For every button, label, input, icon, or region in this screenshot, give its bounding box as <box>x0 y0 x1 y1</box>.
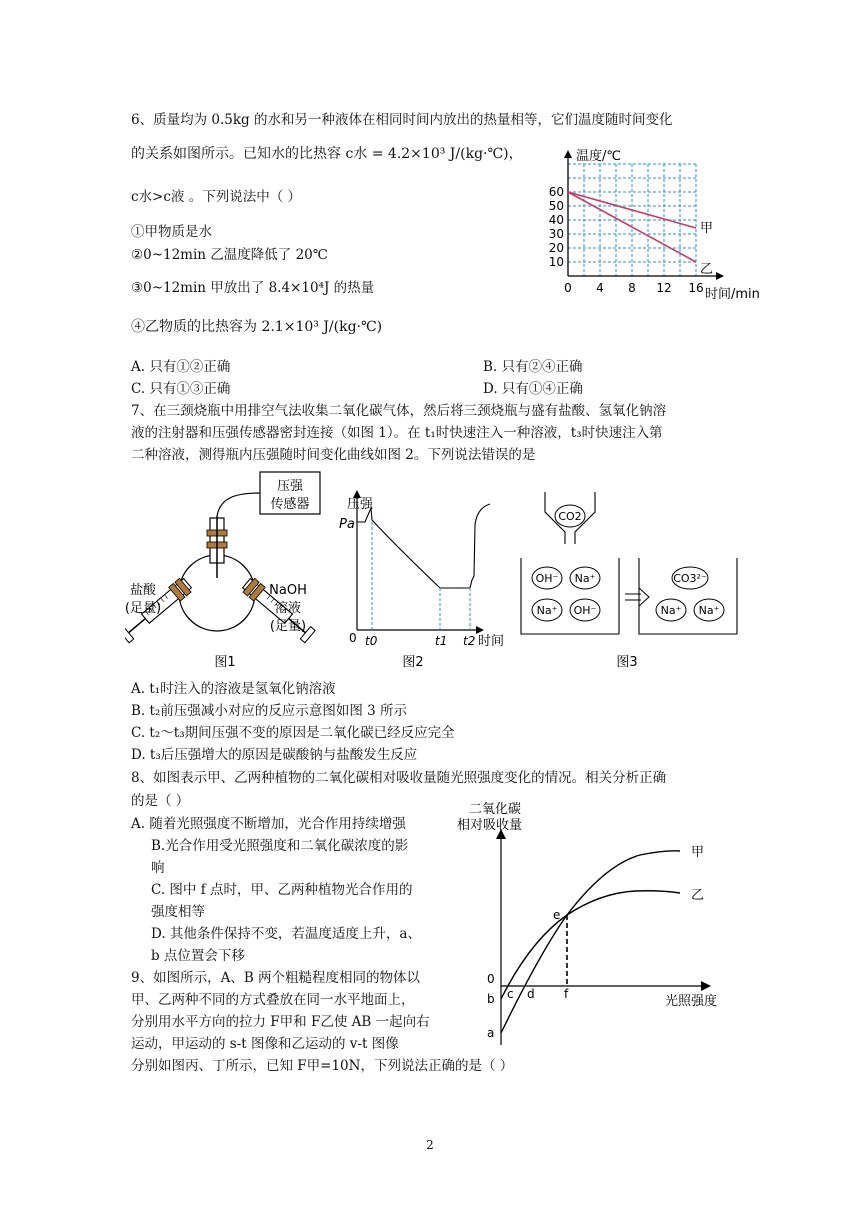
sodium-ion: Na⁺ <box>574 572 596 585</box>
q8-option-a: A. 随着光照强度不断增加，光合作用持续增强 <box>131 816 406 832</box>
q7-figure-2-pressure-graph <box>335 480 520 673</box>
q9-line1: 9、如图所示，A、B 两个粗糙程度相同的物体以 <box>131 970 421 986</box>
q8-point-c: c <box>507 987 514 1001</box>
q6-statement-4: ④乙物质的比热容为 2.1×10³ J/(kg·℃) <box>131 319 383 335</box>
q8-label-jia: 甲 <box>691 845 705 860</box>
q7-figure-1-apparatus <box>125 468 335 673</box>
q6-line-jia <box>568 192 696 228</box>
q6-ytick: 40 <box>548 213 564 227</box>
sensor-label-2: 传感器 <box>270 497 310 512</box>
q6-statement-3: ③0~12min 甲放出了 8.4×10⁴J 的热量 <box>131 280 375 296</box>
q7-figure-3-reaction <box>515 484 745 674</box>
fig2-origin: 0 <box>349 631 357 645</box>
q7-option-b: B. t₂前压强减小对应的反应示意图如图 3 所示 <box>131 703 408 719</box>
q8-option-c-line2: 强度相等 <box>151 904 205 920</box>
fig2-y-label: 压强 <box>347 497 374 512</box>
q6-xtick: 12 <box>656 281 672 295</box>
q8-option-b-line1: B.光合作用受光照强度和二氧化碳浓度的影 <box>151 838 409 854</box>
q8-co2-absorption-graph <box>455 793 755 1048</box>
q6-ytick: 20 <box>548 241 564 255</box>
fig2-pa-label: Pa <box>339 517 355 532</box>
q6-label-jia: 甲 <box>700 221 714 236</box>
q8-curve-yi <box>501 891 680 999</box>
q6-line3: c水>c液 。下列说法中（ ） <box>131 189 302 205</box>
hydroxide-ion: OH⁻ <box>573 604 597 617</box>
figure-2-caption: 图2 <box>402 655 424 670</box>
q6-statement-2: ②0~12min 乙温度降低了 20℃ <box>131 247 328 263</box>
q9-line5: 分别如图丙、丁所示，已知 F甲=10N，下列说法正确的是（ ） <box>131 1058 514 1074</box>
q6-ytick: 60 <box>548 185 564 199</box>
q6-y-axis-label: 温度/℃ <box>576 149 621 164</box>
q8-point-b: b <box>487 992 495 1006</box>
q7-line1: 7、在三颈烧瓶中用排空气法收集二氧化碳气体，然后将三颈烧瓶与盛有盐酸、氢氧化钠溶 <box>131 403 667 419</box>
q8-x-label: 光照强度 <box>665 994 718 1009</box>
fig2-t1: t1 <box>435 634 448 648</box>
naoh-label: NaOH <box>269 583 307 598</box>
q8-origin: 0 <box>487 972 495 986</box>
q6-xtick: 16 <box>688 281 704 295</box>
fig2-x-label: 时间 <box>478 634 505 649</box>
q9-line2: 甲、乙两种不同的方式叠放在同一水平地面上， <box>131 992 415 1008</box>
pressure-curve <box>357 504 490 588</box>
q8-point-e: e <box>553 908 561 922</box>
page-number: 2 <box>426 1138 434 1152</box>
q8-line2: 的是（ ） <box>131 793 190 809</box>
q6-line2: 的关系如图所示。已知水的比热容 c水 = 4.2×10³ J/(kg·℃)， <box>131 146 523 162</box>
q6-ytick: 50 <box>548 199 564 213</box>
sodium-ion: Na⁺ <box>536 604 558 617</box>
q6-ytick: 10 <box>548 255 564 269</box>
q6-ytick: 30 <box>548 227 564 241</box>
q8-line1: 8、如图表示甲、乙两种植物的二氧化碳相对吸收量随光照强度变化的情况。相关分析正确 <box>131 770 667 786</box>
q6-option-a: A. 只有①②正确 <box>131 359 231 375</box>
q9-line4: 运动，甲运动的 s-t 图像和乙运动的 v-t 图像 <box>131 1036 399 1052</box>
q8-point-a: a <box>487 1026 495 1040</box>
sensor-label-1: 压强 <box>276 479 304 494</box>
sodium-ion: Na⁺ <box>698 604 720 617</box>
sodium-ion: Na⁺ <box>660 604 682 617</box>
q7-option-a: A. t₁时注入的溶液是氢氧化钠溶液 <box>131 681 336 697</box>
q6-option-b: B. 只有②④正确 <box>483 359 583 375</box>
co2-molecule: CO2 <box>558 510 582 523</box>
naoh-solution-label: 溶液 <box>274 601 302 616</box>
q6-xtick: 8 <box>628 281 636 295</box>
q8-curve-jia <box>501 851 680 1033</box>
hydroxide-ion: OH⁻ <box>535 572 559 585</box>
q8-option-d-line1: D. 其他条件保持不变，若温度适度上升，a、 <box>151 926 421 942</box>
q7-line2: 液的注射器和压强传感器密封连接（如图 1）。在 t₁时快速注入一种溶液，t₃时快速注入第 <box>131 425 663 441</box>
q6-option-d: D. 只有①④正确 <box>483 381 583 397</box>
q8-option-b-line2: 响 <box>151 860 165 876</box>
q8-y-label-2: 相对吸收量 <box>457 818 523 833</box>
q6-temperature-graph <box>540 140 800 310</box>
hcl-amount-label: (足量) <box>125 601 162 616</box>
q7-option-c: C. t₂～t₃期间压强不变的原因是二氧化碳已经反应完全 <box>131 725 455 741</box>
q8-label-yi: 乙 <box>691 888 705 903</box>
q8-point-d: d <box>527 987 535 1001</box>
q6-statement-1: ①甲物质是水 <box>131 224 212 240</box>
figure-1-caption: 图1 <box>214 655 236 670</box>
q6-xtick: 4 <box>596 281 604 295</box>
q6-x-axis-label: 时间/min <box>705 287 760 302</box>
q6-option-c: C. 只有①③正确 <box>131 381 231 397</box>
figure-3-caption: 图3 <box>616 655 638 670</box>
hcl-label: 盐酸 <box>129 583 157 598</box>
q9-line3: 分别用水平方向的拉力 F甲和 F乙使 AB 一起向右 <box>131 1014 430 1030</box>
q7-option-d: D. t₃后压强增大的原因是碳酸钠与盐酸发生反应 <box>131 747 418 763</box>
q6-xtick: 0 <box>564 281 572 295</box>
q7-line3: 二种溶液，测得瓶内压强随时间变化曲线如图 2。下列说法错误的是 <box>131 447 536 463</box>
q6-line1: 6、质量均为 0.5kg 的水和另一种液体在相同时间内放出的热量相等，它们温度随时间变化 <box>131 112 673 128</box>
carbonate-ion: CO3²⁻ <box>673 572 707 585</box>
naoh-amount-label: (足量) <box>269 619 307 634</box>
q8-option-d-line2: b 点位置会下移 <box>151 948 245 964</box>
q8-option-c-line1: C. 图中 f 点时，甲、乙两种植物光合作用的 <box>151 882 413 898</box>
q8-y-label-1: 二氧化碳 <box>469 802 522 817</box>
fig2-t2: t2 <box>463 634 476 648</box>
fig2-t0: t0 <box>365 634 378 648</box>
q8-point-f: f <box>564 987 569 1001</box>
q6-label-yi: 乙 <box>700 262 714 277</box>
